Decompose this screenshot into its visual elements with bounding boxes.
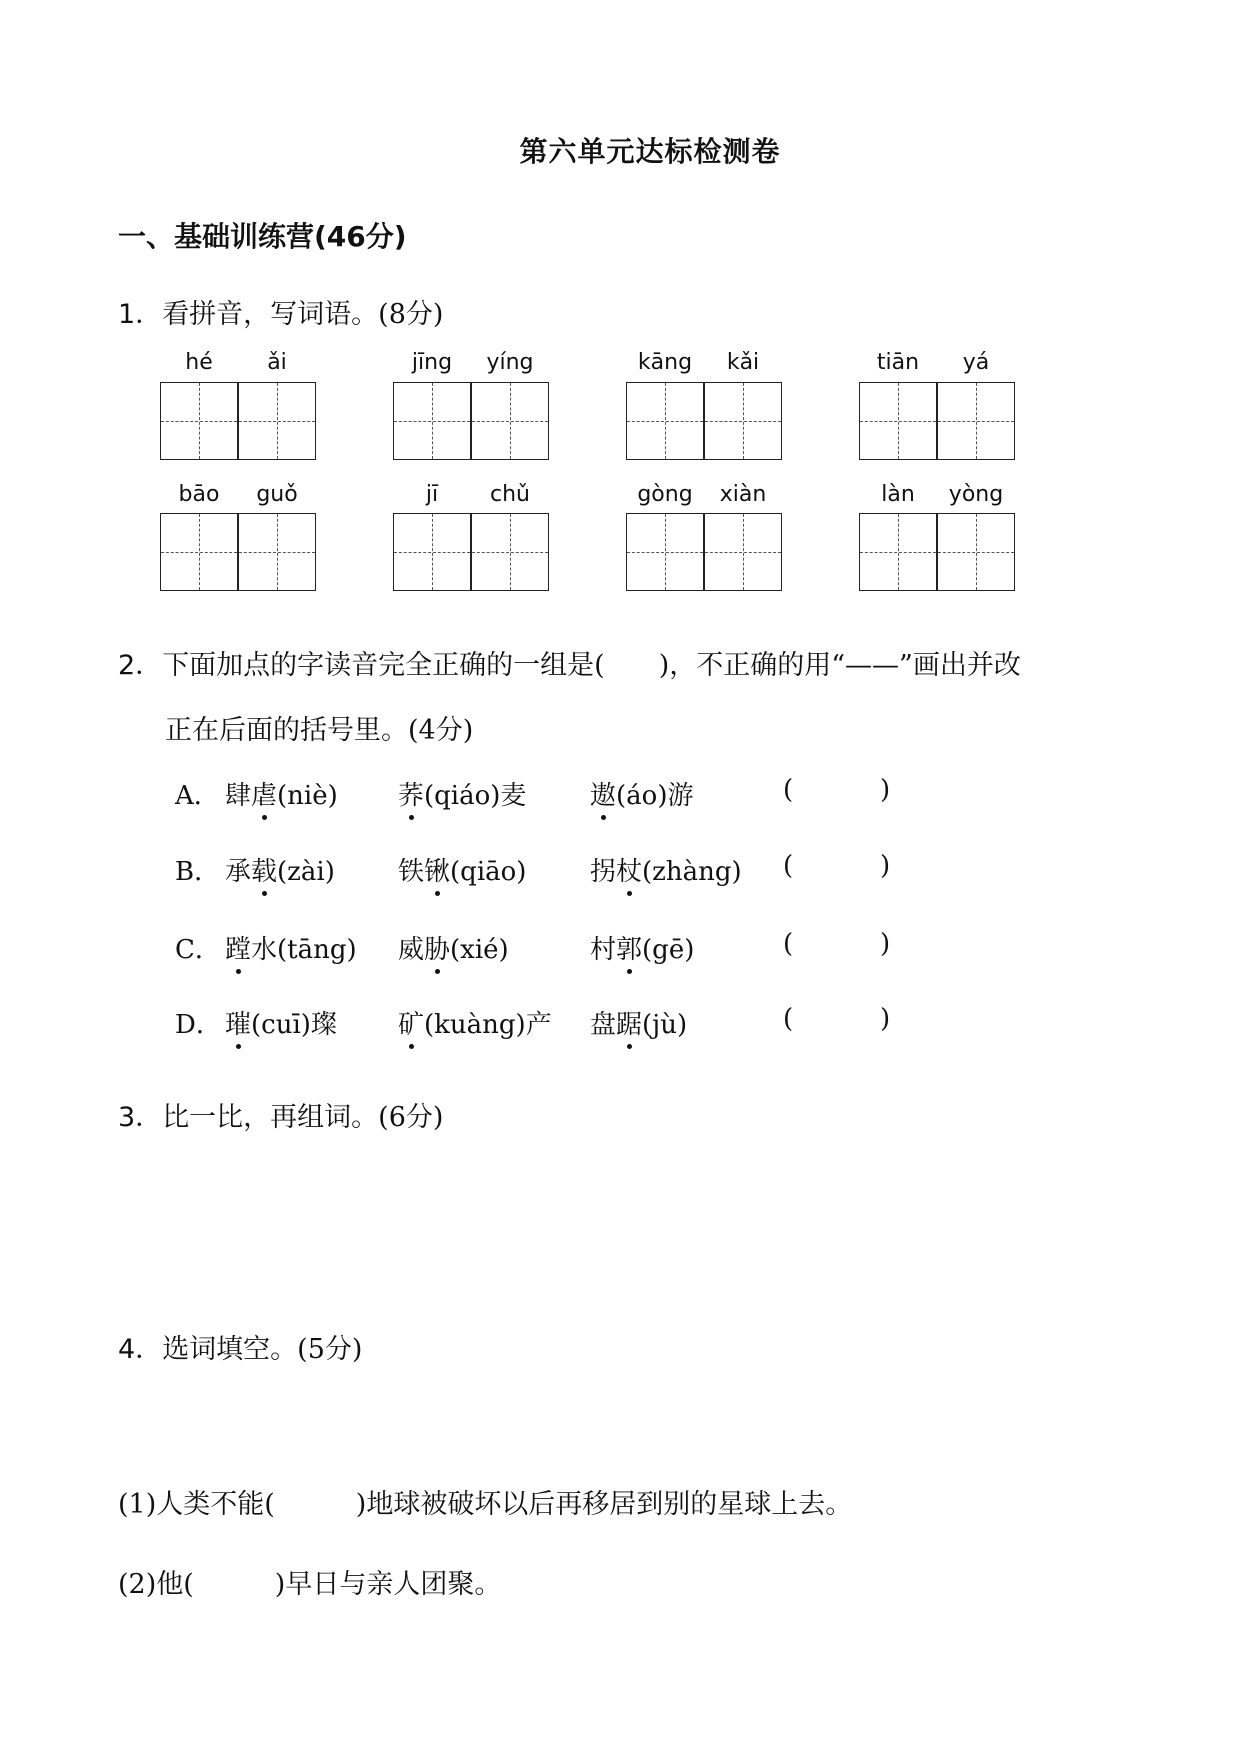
page-title: 第六单元达标检测卷 <box>519 135 781 168</box>
question-text: 看拼音，写词语。(8分) <box>162 299 444 330</box>
question-2-line2: 正在后面的括号里。(4分) <box>165 715 474 746</box>
option-label-cell <box>175 929 221 966</box>
dotted-char: 矿 <box>398 1004 424 1041</box>
paren-close: ) <box>880 775 891 805</box>
fill-sentence-1[interactable]: (1)人类不能( )地球被破坏以后再移居到别的星球上去。 <box>118 1489 853 1520</box>
paren-open: ( <box>783 929 794 959</box>
paren-open: ( <box>783 1004 794 1034</box>
dotted-char: 荞 <box>398 775 424 812</box>
char: 承 <box>225 857 252 887</box>
option-label-cell <box>175 851 220 888</box>
answer-paren-close[interactable] <box>880 1004 890 1034</box>
pinyin-label: làn <box>881 482 915 507</box>
answer-paren-close[interactable] <box>880 775 890 805</box>
writing-box[interactable] <box>471 382 549 460</box>
dotted-char: 璀 <box>225 1004 251 1041</box>
pinyin-label: hé <box>185 350 213 375</box>
writing-box[interactable] <box>937 382 1015 460</box>
paren-open: ( <box>783 775 794 805</box>
answer-paren-close[interactable] <box>880 929 890 959</box>
dotted-char: 载 <box>251 851 277 888</box>
option-label: B． <box>175 857 221 887</box>
dotted-char: 胁 <box>424 929 450 966</box>
option-label-cell <box>175 775 220 812</box>
pinyin-label: ǎi <box>267 350 287 375</box>
writing-box[interactable] <box>238 513 316 591</box>
writing-box[interactable] <box>160 513 238 591</box>
writing-box[interactable] <box>393 382 471 460</box>
writing-box[interactable] <box>704 382 782 460</box>
dotted-char: 虐 <box>251 775 277 812</box>
pinyin-text: (áo)游 <box>616 781 694 811</box>
writing-box[interactable] <box>160 382 238 460</box>
answer-paren-open[interactable] <box>783 851 793 881</box>
answer-paren-open[interactable] <box>783 929 793 959</box>
writing-box[interactable] <box>238 382 316 460</box>
option-label: A． <box>175 781 220 811</box>
char: 盘 <box>590 1010 617 1040</box>
pinyin-text: (xié) <box>450 935 509 965</box>
option-word-1 <box>225 929 357 966</box>
option-word-2 <box>398 851 526 888</box>
dotted-char: 遨 <box>590 775 616 812</box>
option-word-1 <box>225 1004 337 1041</box>
question-text: 下面加点的字读音完全正确的一组是( )，不正确的用“——”画出并改 <box>162 650 1021 681</box>
option-word-3 <box>590 929 694 966</box>
writing-box[interactable] <box>626 513 704 591</box>
pinyin-text: (kuàng)产 <box>424 1010 552 1040</box>
dotted-char: 蹚 <box>225 929 251 966</box>
writing-box[interactable] <box>626 382 704 460</box>
dotted-char: 杖 <box>616 851 642 888</box>
pinyin-text: (qiáo)麦 <box>424 781 527 811</box>
answer-paren-open[interactable] <box>783 775 793 805</box>
writing-box[interactable] <box>937 513 1015 591</box>
writing-box[interactable] <box>704 513 782 591</box>
writing-box[interactable] <box>471 513 549 591</box>
pinyin-text: (zhàng) <box>642 857 742 887</box>
pinyin-text: (niè) <box>277 781 338 811</box>
pinyin-label: jīng <box>411 350 453 375</box>
option-label-cell <box>175 1004 222 1041</box>
pinyin-label: xiàn <box>719 482 767 507</box>
pinyin-label: kǎi <box>726 350 760 375</box>
pinyin-text: 水(tāng) <box>251 935 357 965</box>
question-number: 1． <box>118 299 163 330</box>
option-word-2 <box>398 775 526 812</box>
pinyin-label: bāo <box>178 482 220 507</box>
paren-open: ( <box>783 851 794 881</box>
pinyin-label: chǔ <box>490 482 530 507</box>
answer-paren-open[interactable] <box>783 1004 793 1034</box>
question-2-line1 <box>118 643 1021 682</box>
writing-box[interactable] <box>393 513 471 591</box>
pinyin-text: (qiāo) <box>450 857 527 887</box>
question-text: 比一比，再组词。(6分) <box>162 1102 444 1133</box>
answer-paren-close[interactable] <box>880 851 890 881</box>
dotted-char: 踞 <box>616 1004 642 1041</box>
pinyin-label: kāng <box>637 350 693 375</box>
pinyin-text: (jù) <box>642 1010 688 1040</box>
section-heading: 一、基础训练营(46分) <box>118 220 407 253</box>
option-word-2 <box>398 929 509 966</box>
pinyin-text: (zài) <box>277 857 335 887</box>
char: 拐 <box>590 857 617 887</box>
option-label: C． <box>175 935 221 965</box>
question-4 <box>118 1327 362 1366</box>
question-number: 3． <box>118 1102 163 1133</box>
pinyin-label: gòng <box>637 482 693 507</box>
char: 威 <box>398 935 425 965</box>
writing-box[interactable] <box>859 382 937 460</box>
pinyin-label: jī <box>425 482 439 507</box>
dotted-char: 锹 <box>424 851 450 888</box>
writing-box[interactable] <box>859 513 937 591</box>
question-text: 选词填空。(5分) <box>162 1334 363 1365</box>
pinyin-label: yíng <box>486 350 534 375</box>
option-word-3 <box>590 1004 687 1041</box>
paren-close: ) <box>880 851 891 881</box>
fill-sentence-2[interactable]: (2)他( )早日与亲人团聚。 <box>118 1569 502 1600</box>
pinyin-text: (gē) <box>642 935 695 965</box>
question-3 <box>118 1095 443 1134</box>
char: 村 <box>590 935 617 965</box>
option-word-3 <box>590 775 693 812</box>
paren-close: ) <box>880 929 891 959</box>
option-word-1 <box>225 775 338 812</box>
question-number: 2． <box>118 650 163 681</box>
char: 肆 <box>225 781 252 811</box>
option-label: D． <box>175 1010 222 1040</box>
question-number: 4． <box>118 1334 163 1365</box>
option-word-3 <box>590 851 742 888</box>
option-word-1 <box>225 851 335 888</box>
paren-close: ) <box>880 1004 891 1034</box>
option-word-2 <box>398 1004 552 1041</box>
pinyin-text: (cuī)璨 <box>251 1010 337 1040</box>
pinyin-label: yá <box>962 350 990 375</box>
pinyin-label: yòng <box>948 482 1004 507</box>
pinyin-label: guǒ <box>256 482 298 507</box>
char: 铁 <box>398 857 425 887</box>
pinyin-label: tiān <box>876 350 920 375</box>
question-1 <box>118 292 443 331</box>
dotted-char: 郭 <box>616 929 642 966</box>
